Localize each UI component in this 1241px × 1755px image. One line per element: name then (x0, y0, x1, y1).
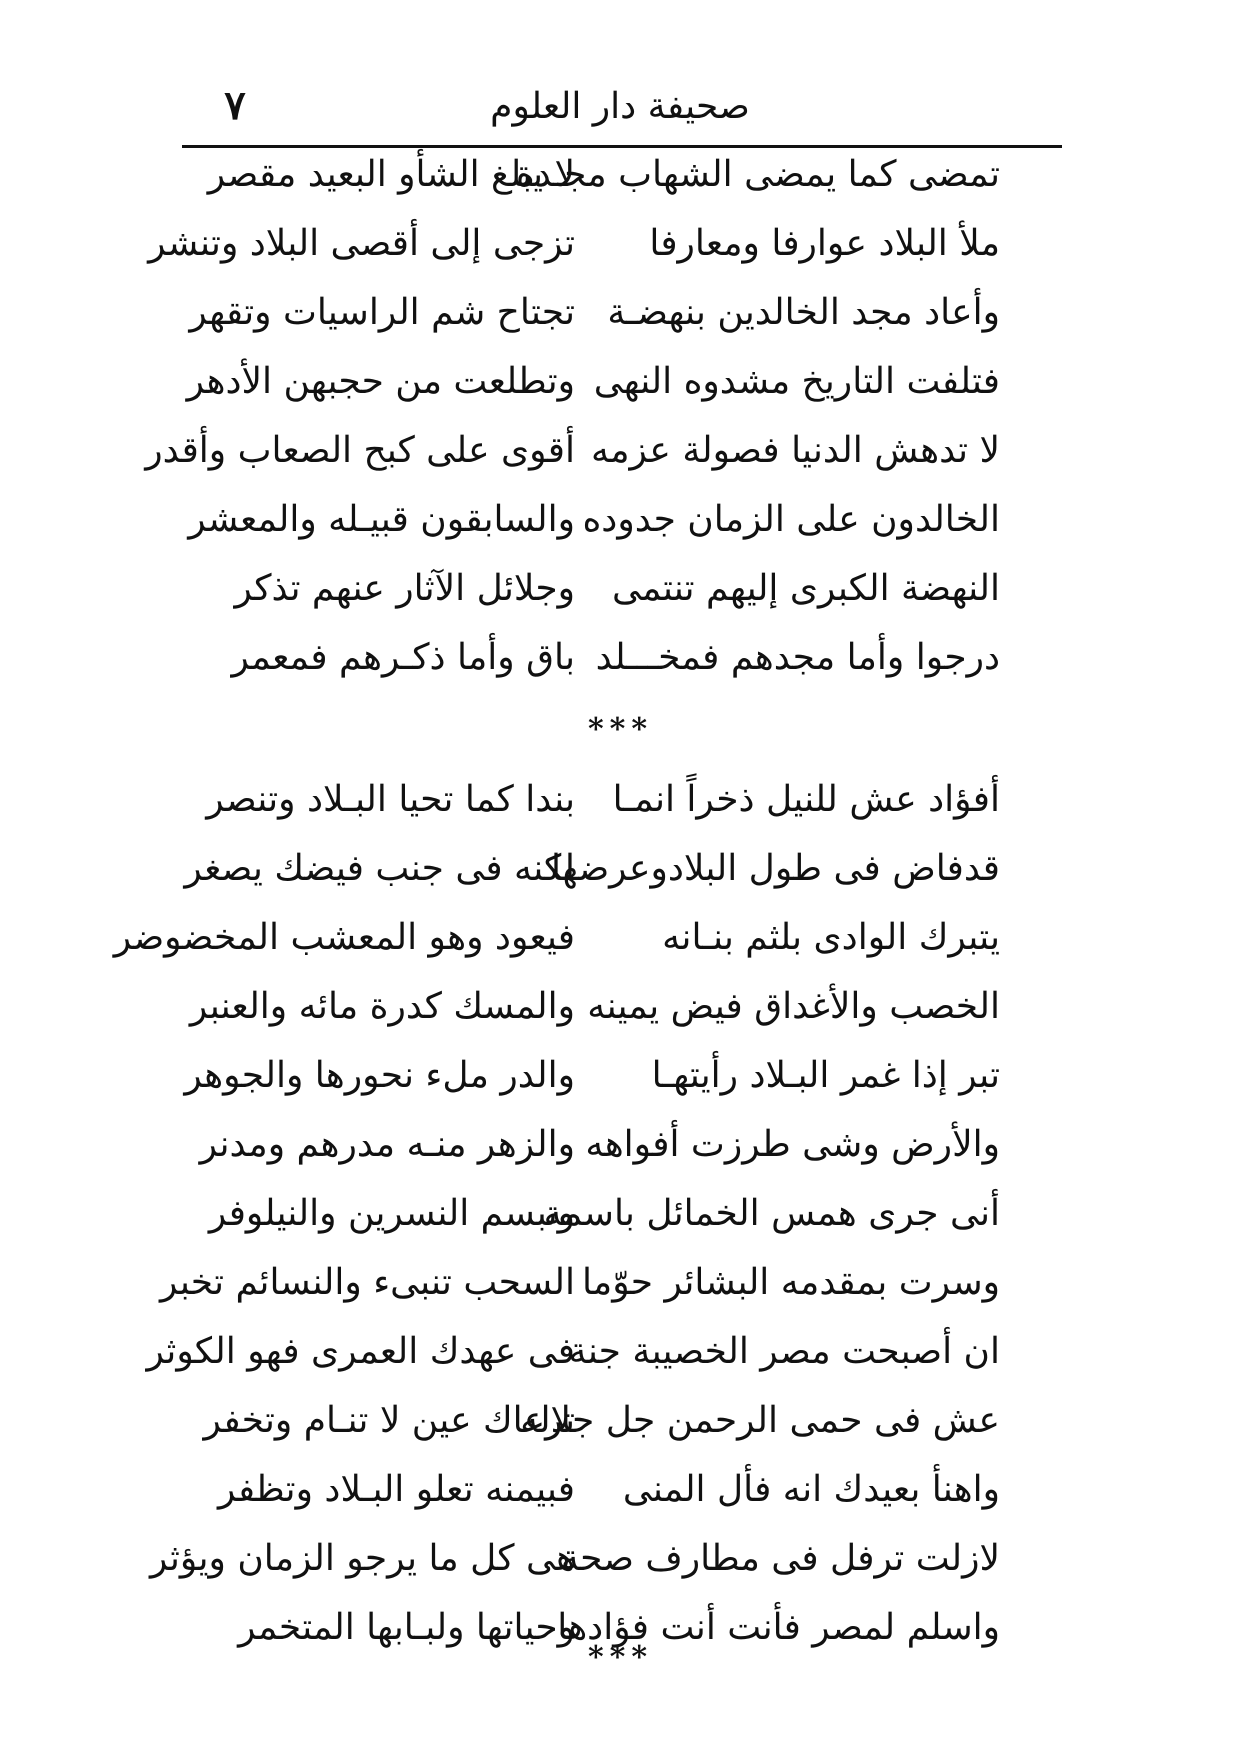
couplet (203, 1386, 1000, 1455)
second-hemistich: والدر ملء نحورها والجوهر (184, 1055, 575, 1096)
page-title: صحيفة دار العلوم (490, 86, 750, 127)
second-hemistich: بندا كما تحيا البـلاد وتنصر (206, 779, 575, 820)
second-hemistich: والمسك كدرة مائه والعنبر (189, 986, 575, 1027)
second-hemistich: وتبسم النسرين والنيلوفر (208, 1193, 575, 1234)
couplet (184, 834, 1000, 903)
second-hemistich: تجتاح شم الراسيات وتقهر (189, 292, 575, 333)
first-hemistich: واهنأ بعيدك انه فأل المنى (622, 1469, 1000, 1510)
stanza-1 (145, 140, 1000, 692)
second-hemistich: هى كل ما يرجو الزمان ويؤثر (149, 1538, 575, 1579)
second-hemistich: ترعاك عين لا تنـام وتخفر (203, 1400, 575, 1441)
first-hemistich: وسرت بمقدمه البشائر حوّما (581, 1262, 1000, 1303)
first-hemistich: أفؤاد عش للنيل ذخراً انمـا (612, 779, 1000, 820)
couplet (208, 1179, 1000, 1248)
first-hemistich: النهضة الكبرى إليهم تنتمى (612, 568, 1000, 609)
second-hemistich: لكنه فى جنب فيضك يصغر (184, 848, 575, 889)
first-hemistich: لازلت ترفل فى مطارف صحة (560, 1538, 1000, 1579)
couplet (145, 416, 1000, 485)
second-hemistich: السحب تنبىء والنسائم تخبر (160, 1262, 575, 1303)
first-hemistich: أنى جرى همس الخمائل باسمه (543, 1193, 1000, 1234)
second-hemistich: فيعود وهو المعشب المخضوضر (113, 917, 575, 958)
first-hemistich: عش فى حمى الرحمن جل جلاله (520, 1400, 1000, 1441)
first-hemistich: ملأ البلاد عوارفا ومعارفا (649, 223, 1000, 264)
couplet (146, 1317, 1000, 1386)
couplet (160, 1248, 1000, 1317)
stanza-2 (113, 765, 1000, 1662)
couplet (189, 972, 1000, 1041)
first-hemistich: قدفاض فى طول البلادوعرضها (551, 848, 1000, 889)
second-hemistich: تزجى إلى أقصى البلاد وتنشر (148, 223, 575, 264)
first-hemistich: تبر إذا غمر البـلاد رأيتهـا (651, 1055, 1000, 1096)
couplet (149, 1524, 1000, 1593)
couplet (231, 623, 1000, 692)
second-hemistich: وحياتها ولبـابها المتخمر (238, 1607, 575, 1648)
page-number: ٧ (224, 82, 246, 129)
first-hemistich: تمضى كما يمضى الشهاب مجـدة (515, 154, 1000, 195)
second-hemistich: والسابقون قبيـله والمعشر (188, 499, 575, 540)
first-hemistich: الخالدون على الزمان جدوده (582, 499, 1000, 540)
first-hemistich: فتلفت التاريخ مشدوه النهى (593, 361, 1000, 402)
second-hemistich: باق وأما ذكـرهم فمعمر (231, 637, 575, 678)
couplet (217, 1455, 1000, 1524)
couplet (113, 903, 1000, 972)
stanza-separator: *** (587, 712, 654, 747)
couplet (186, 347, 1000, 416)
first-hemistich: يتبرك الوادى بلثم بنـانه (662, 917, 1000, 958)
couplet (184, 1041, 1000, 1110)
page-header (0, 0, 1241, 150)
couplet (206, 765, 1000, 834)
first-hemistich: واسلم لمصر فأنت أنت فؤادها (557, 1607, 1000, 1648)
couplet (199, 1110, 1000, 1179)
second-hemistich: أقوى على كبح الصعاب وأقدر (145, 430, 575, 471)
first-hemistich: وأعاد مجد الخالدين بنهضـة (607, 292, 1000, 333)
second-hemistich: فى عهدك العمرى فهو الكوثر (146, 1331, 575, 1372)
first-hemistich: ان أصبحت مصر الخصيبة جنة (568, 1331, 1000, 1372)
couplet (207, 140, 1000, 209)
second-hemistich: والزهر منـه مدرهم ومدنر (199, 1124, 575, 1165)
couplet (189, 278, 1000, 347)
first-hemistich: والأرض وشى طرزت أفواهه (585, 1124, 1000, 1165)
first-hemistich: لا تدهش الدنيا فصولة عزمه (590, 430, 1000, 471)
second-hemistich: لا يبلغ الشأو البعيد مقصر (207, 154, 575, 195)
second-hemistich: وجلائل الآثار عنهم تذكر (234, 568, 575, 609)
couplet (234, 554, 1000, 623)
first-hemistich: درجوا وأما مجدهم فمخـــلد (595, 637, 1000, 678)
second-hemistich: فبيمنه تعلو البـلاد وتظفر (217, 1469, 575, 1510)
couplet (188, 485, 1000, 554)
first-hemistich: الخصب والأغداق فيض يمينه (587, 986, 1000, 1027)
stanza-separator: *** (587, 1640, 654, 1675)
second-hemistich: وتطلعت من حجبهن الأدهر (186, 361, 575, 402)
couplet (148, 209, 1000, 278)
